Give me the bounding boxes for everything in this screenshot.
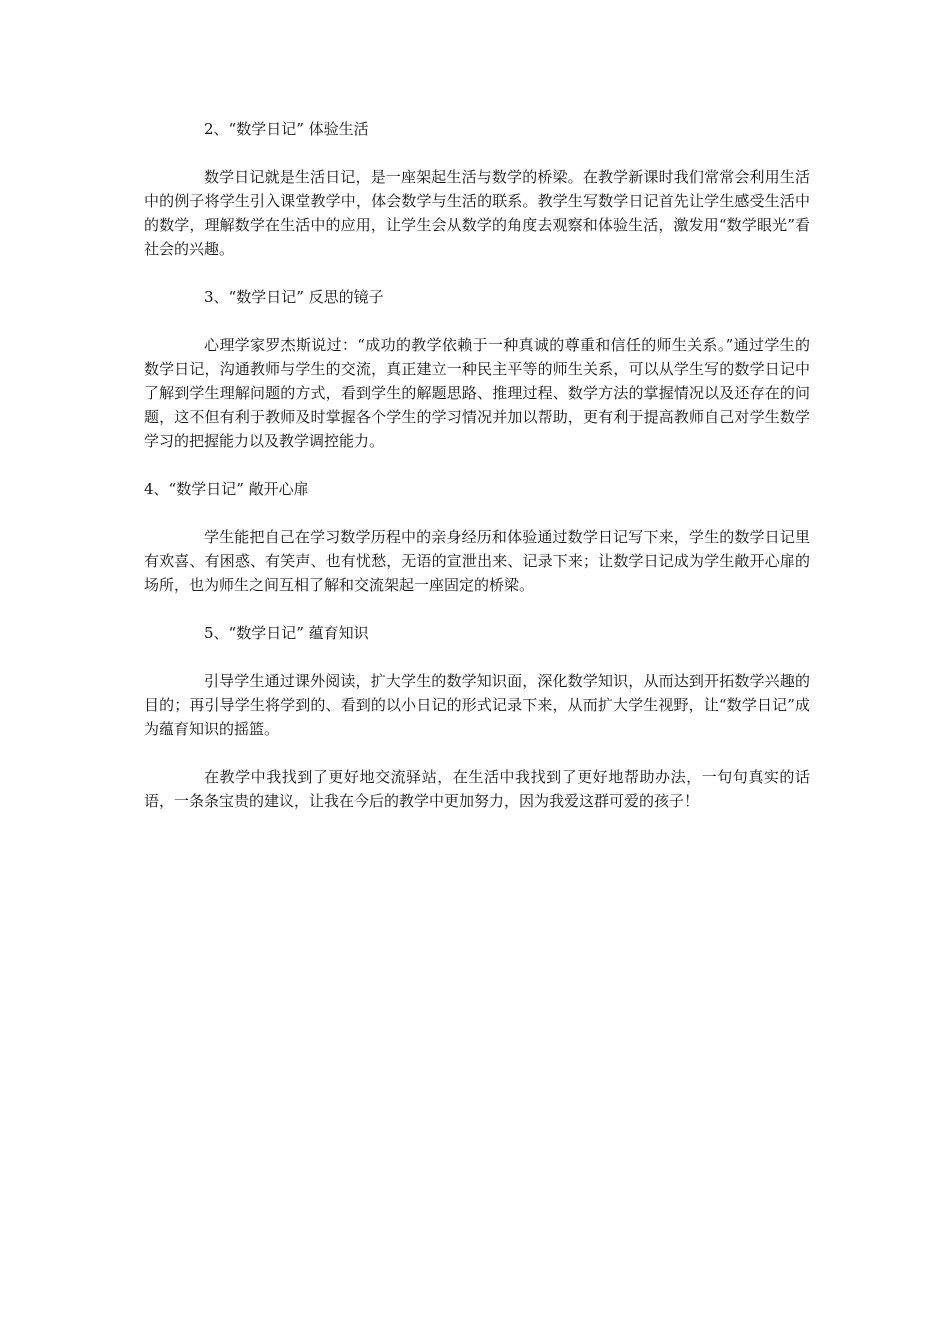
section-heading-3: 3、“数学日记” 反思的镜子 <box>204 288 384 306</box>
document-page <box>144 117 810 837</box>
section-paragraph-3: 心理学家罗杰斯说过：“成功的教学依赖于一种真诚的尊重和信任的师生关系。”通过学生的数学日记，沟通教师与学生的交流，真正建立一种民主平等的师生关系，可以从学生写的数学日记中了解到学生理解问题的方式，看到学生的解题思路、推理过程、数学方法的掌握情况以及还存在的问题，这不但有利于教师及时掌握各个学生的学习情况并加以帮助，更有利于提高教师自己对学生数学学习的把握能力以及教学调控能力。 <box>144 336 810 450</box>
section-paragraph-5: 引导学生通过课外阅读，扩大学生的数学知识面，深化数学知识，从而达到开拓数学兴趣的目的；再引导学生将学到的、看到的以小日记的形式记录下来，从而扩大学生视野，让“数学日记”成为蕴育知识的摇篮。 <box>144 672 810 738</box>
closing-paragraph: 在教学中我找到了更好地交流驿站，在生活中我找到了更好地帮助办法，一句句真实的话语，一条条宝贵的建议，让我在今后的教学中更加努力，因为我爱这群可爱的孩子！ <box>144 768 810 810</box>
section-heading-2: 2、“数学日记” 体验生活 <box>204 120 369 138</box>
section-heading-4: 4、“数学日记” 敞开心扉 <box>144 480 309 498</box>
section-paragraph-4: 学生能把自己在学习数学历程中的亲身经历和体验通过数学日记写下来，学生的数学日记里有欢喜、有困惑、有笑声、也有忧愁，无语的宣泄出来、记录下来；让数学日记成为学生敞开心扉的场所，也为师生之间互相了解和交流架起一座固定的桥梁。 <box>144 528 810 594</box>
section-heading-5: 5、“数学日记” 蕴育知识 <box>204 624 369 642</box>
section-paragraph-2: 数学日记就是生活日记，是一座架起生活与数学的桥梁。在教学新课时我们常常会利用生活中的例子将学生引入课堂教学中，体会数学与生活的联系。教学生写数学日记首先让学生感受生活中的数学，理解数学在生活中的应用，让学生会从数学的角度去观察和体验生活，激发用“数学眼光”看社会的兴趣。 <box>144 168 810 258</box>
